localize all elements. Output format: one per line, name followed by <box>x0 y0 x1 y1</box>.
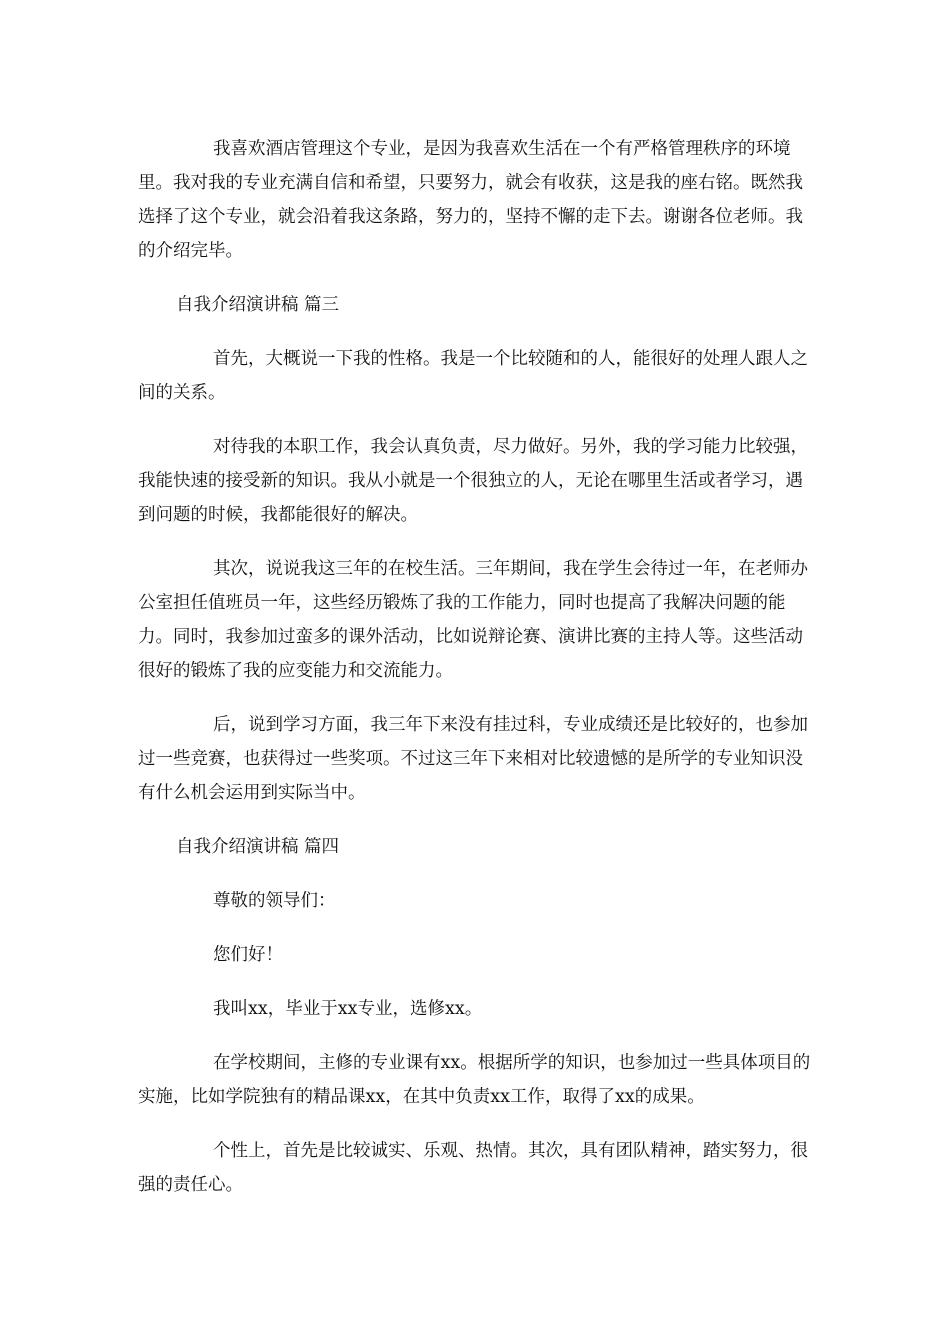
paragraph-studies: 后，说到学习方面，我三年下来没有挂过科，专业成绩还是比较好的，也参加过一些竞赛，也获得过一些奖项。不过这三年下来相对比较遗憾的是所学的专业知识没有什么机会运用到实际当中。 <box>138 715 808 803</box>
paragraph-school-courses: 在学校期间，主修的专业课有xx。根据所学的知识，也参加过一些具体项目的实施，比如学院独有的精品课xx，在其中负责xx工作，取得了xx的成果。 <box>138 1053 811 1107</box>
document-body <box>138 132 818 1202</box>
paragraph-character: 个性上，首先是比较诚实、乐观、热情。其次，具有团队精神，踏实努力，很强的责任心。 <box>138 1141 808 1195</box>
paragraph-personality: 首先，大概说一下我的性格。我是一个比较随和的人，能很好的处理人跟人之间的关系。 <box>138 349 808 403</box>
section-heading-part-four: 自我介绍演讲稿 篇四 <box>176 837 340 857</box>
section-heading-part-three: 自我介绍演讲稿 篇三 <box>176 295 340 315</box>
paragraph-hotel-management: 我喜欢酒店管理这个专业，是因为我喜欢生活在一个有严格管理秩序的环境里。我对我的专业充满自信和希望，只要努力，就会有收获，这是我的座右铭。既然我选择了这个专业，就会沿着我这条路，努力的，坚持不懈的走下去。谢谢各位老师。我的介绍完毕。 <box>138 139 803 261</box>
paragraph-greeting: 您们好！ <box>213 945 283 965</box>
paragraph-work-attitude: 对待我的本职工作，我会认真负责，尽力做好。另外，我的学习能力比较强，我能快速的接受新的知识。我从小就是一个很独立的人，无论在哪里生活或者学习，遇到问题的时候，我都能很好的解决。 <box>138 437 808 525</box>
paragraph-campus-life: 其次，说说我这三年的在校生活。三年期间，我在学生会待过一年，在老师办公室担任值班员一年，这些经历锻炼了我的工作能力，同时也提高了我解决问题的能力。同时，我参加过蛮多的课外活动，比如说辩论赛、演讲比赛的主持人等。这些活动很好的锻炼了我的应变能力和交流能力。 <box>138 559 808 681</box>
paragraph-name-intro: 我叫xx，毕业于xx专业，选修xx。 <box>213 999 483 1019</box>
paragraph-salutation: 尊敬的领导们： <box>213 891 336 911</box>
